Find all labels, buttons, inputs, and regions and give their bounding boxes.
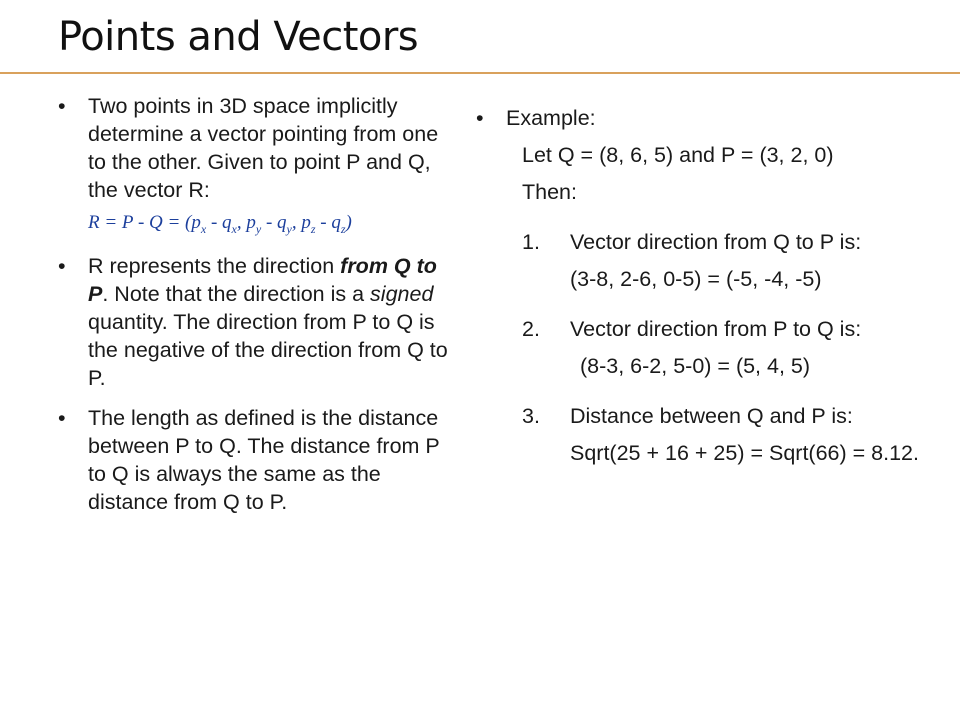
left-column bbox=[58, 92, 458, 528]
example-label: Example: bbox=[506, 106, 596, 130]
example-then: Then: bbox=[522, 180, 577, 204]
bullet-icon: • bbox=[476, 106, 484, 130]
example-step-1 bbox=[476, 228, 946, 256]
title-divider bbox=[0, 72, 960, 74]
example-heading bbox=[476, 104, 946, 132]
step-number: 3. bbox=[522, 404, 540, 428]
step-number: 2. bbox=[522, 317, 540, 341]
bullet-text: Two points in 3D space implicitly determine a vector pointing from one to the other. Given to point P and Q, the vector R: bbox=[88, 94, 439, 202]
step-heading: Vector direction from Q to P is: bbox=[570, 230, 862, 254]
right-column bbox=[476, 104, 946, 476]
example-given: Let Q = (8, 6, 5) and P = (3, 2, 0) bbox=[522, 143, 834, 167]
bullet-icon: • bbox=[58, 253, 66, 278]
bullet-text: The length as defined is the distance between P to Q. The distance from P to Q is always the same as the distance from Q to P. bbox=[88, 405, 440, 514]
step-heading: Vector direction from P to Q is: bbox=[570, 317, 862, 341]
step-detail: (3-8, 2-6, 0-5) = (-5, -4, -5) bbox=[570, 267, 822, 291]
slide-title: Points and Vectors bbox=[58, 14, 419, 60]
bullet-length-distance bbox=[58, 404, 458, 516]
example-step-2 bbox=[476, 315, 946, 343]
example-step-3 bbox=[476, 402, 946, 430]
bullet-points-determine-vector bbox=[58, 92, 458, 204]
bullet-direction-signed bbox=[58, 252, 458, 392]
bullet-text: R represents the direction from Q to P. Note that the direction is a signed quantity. The direction from P to Q is the negative of the direction from Q to P. bbox=[88, 253, 448, 390]
vector-formula: $R = P - Q = (p_x - q_x$, $p_y - q_y$, $p_z - q_z$) bbox=[88, 212, 352, 236]
bullet-icon: • bbox=[58, 94, 66, 118]
step-number: 1. bbox=[522, 230, 540, 254]
step-detail: Sqrt(25 + 16 + 25) = Sqrt(66) = 8.12. bbox=[570, 441, 919, 465]
step-heading: Distance between Q and P is: bbox=[570, 404, 853, 428]
bullet-icon: • bbox=[58, 405, 66, 430]
step-detail: (8-3, 6-2, 5-0) = (5, 4, 5) bbox=[580, 354, 811, 378]
